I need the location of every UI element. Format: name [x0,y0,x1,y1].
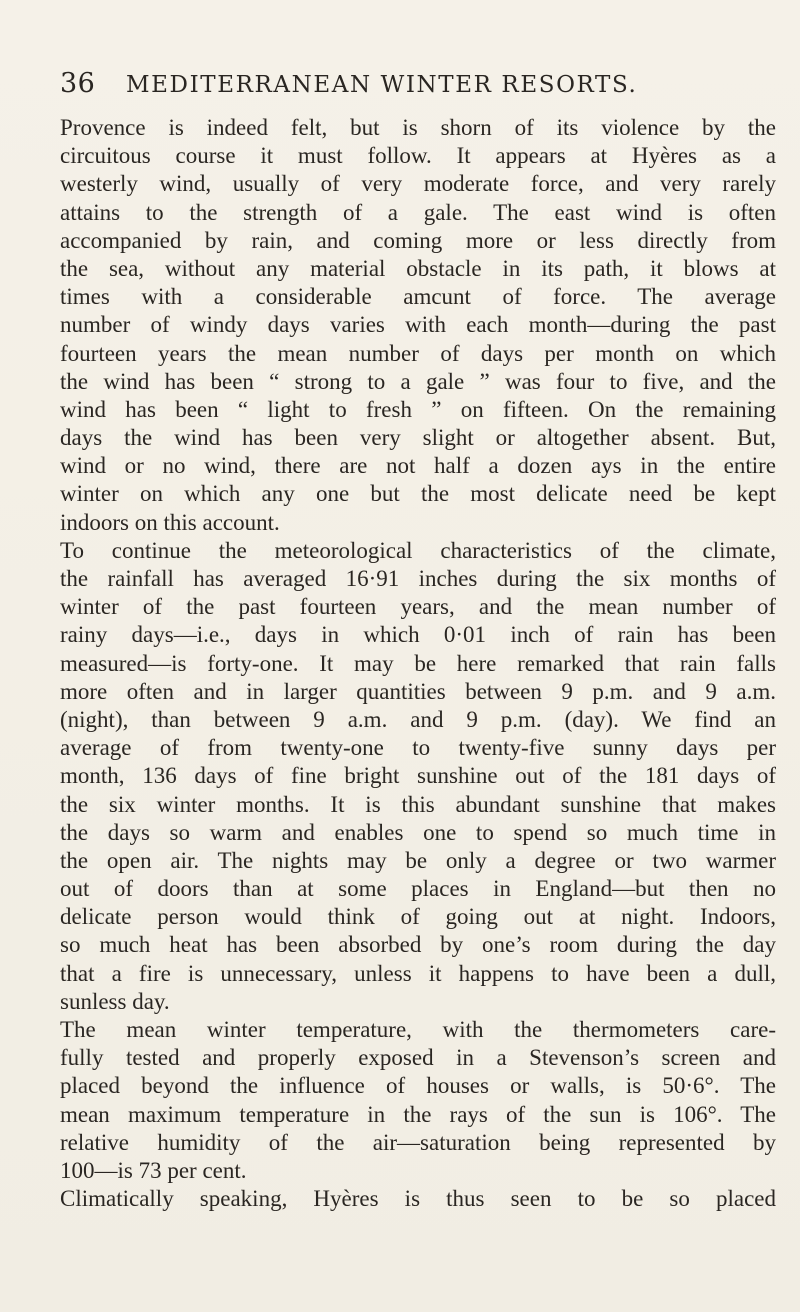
text-line: winter of the past fourteen years, and the mean number of [60,594,776,620]
text-line: (night), than between 9 a.m. and 9 p.m. (day). We find an [60,706,776,732]
text-line: out of doors than at some places in England—but then no [60,876,776,902]
text-line: circuitous course it must follow. It appears at Hyères as a [60,143,776,169]
text-line: attains to the strength of a gale. The east wind is often [60,199,776,225]
text-line: that a fire is unnecessary, unless it happens to have been a dull, [60,960,776,986]
text-line: more often and in larger quantities between 9 p.m. and 9 a.m. [60,678,776,704]
text-line: Climatically speaking, Hyères is thus seen to be so placed [60,1186,776,1212]
text-line: the wind has been “ strong to a gale ” was four to five, and the [60,368,776,394]
text-line: sunless day. [60,988,170,1014]
text-line: measured—is forty-one. It may be here remarked that rain falls [60,650,776,676]
text-line: relative humidity of the air—saturation being represented by [60,1129,776,1155]
text-line: the sea, without any material obstacle in its path, it blows at [60,255,776,281]
text-line: times with a considerable amcunt of force. The average [60,284,776,310]
text-line: number of windy days varies with each month—during the past [60,312,776,338]
text-line: winter on which any one but the most delicate need be kept [60,481,776,507]
page-number: 36 [60,68,96,99]
running-head: MEDITERRANEAN WINTER RESORTS. [126,72,638,98]
text-line: fourteen years the mean number of days per month on which [60,340,776,366]
text-line: The mean winter temperature, with the thermometers care- [60,1017,776,1042]
text-line: the rainfall has averaged 16·91 inches during the six months of [60,566,776,591]
text-line: rainy days—i.e., days in which 0·01 inch of rain has been [60,622,776,648]
text-line: indoors on this account. [60,509,280,535]
body-text [60,114,776,1213]
text-line: the six winter months. It is this abundant sunshine that makes [60,791,776,817]
text-line: mean maximum temperature in the rays of the sun is 106°. The [60,1101,776,1127]
text-line: wind has been “ light to fresh ” on fifteen. On the remaining [60,396,776,422]
text-line: westerly wind, usually of very moderate force, and very rarely [60,171,776,197]
text-line: fully tested and properly exposed in a Stevenson’s screen and [60,1045,776,1071]
text-line: month, 136 days of fine bright sunshine out of the 181 days of [60,763,776,789]
text-line: To continue the meteorological characteristics of the climate, [60,537,776,563]
text-line: the days so warm and enables one to spend so much time in [60,819,776,845]
text-line: delicate person would think of going out at night. Indoors, [60,904,776,930]
text-line: average of from twenty-one to twenty-five sunny days per [60,735,776,761]
text-line: days the wind has been very slight or altogether absent. But, [60,425,776,451]
page-header [60,68,760,108]
text-line: placed beyond the influence of houses or walls, is 50·6°. The [60,1073,776,1099]
text-line: so much heat has been absorbed by one’s room during the day [60,932,776,958]
text-line: Provence is indeed felt, but is shorn of its violence by the [60,115,776,140]
text-line: the open air. The nights may be only a degree or two warmer [60,847,776,873]
text-line: wind or no wind, there are not half a dozen ays in the entire [60,453,776,479]
text-line: 100—is 73 per cent. [60,1157,247,1183]
text-line: accompanied by rain, and coming more or less directly from [60,227,776,253]
